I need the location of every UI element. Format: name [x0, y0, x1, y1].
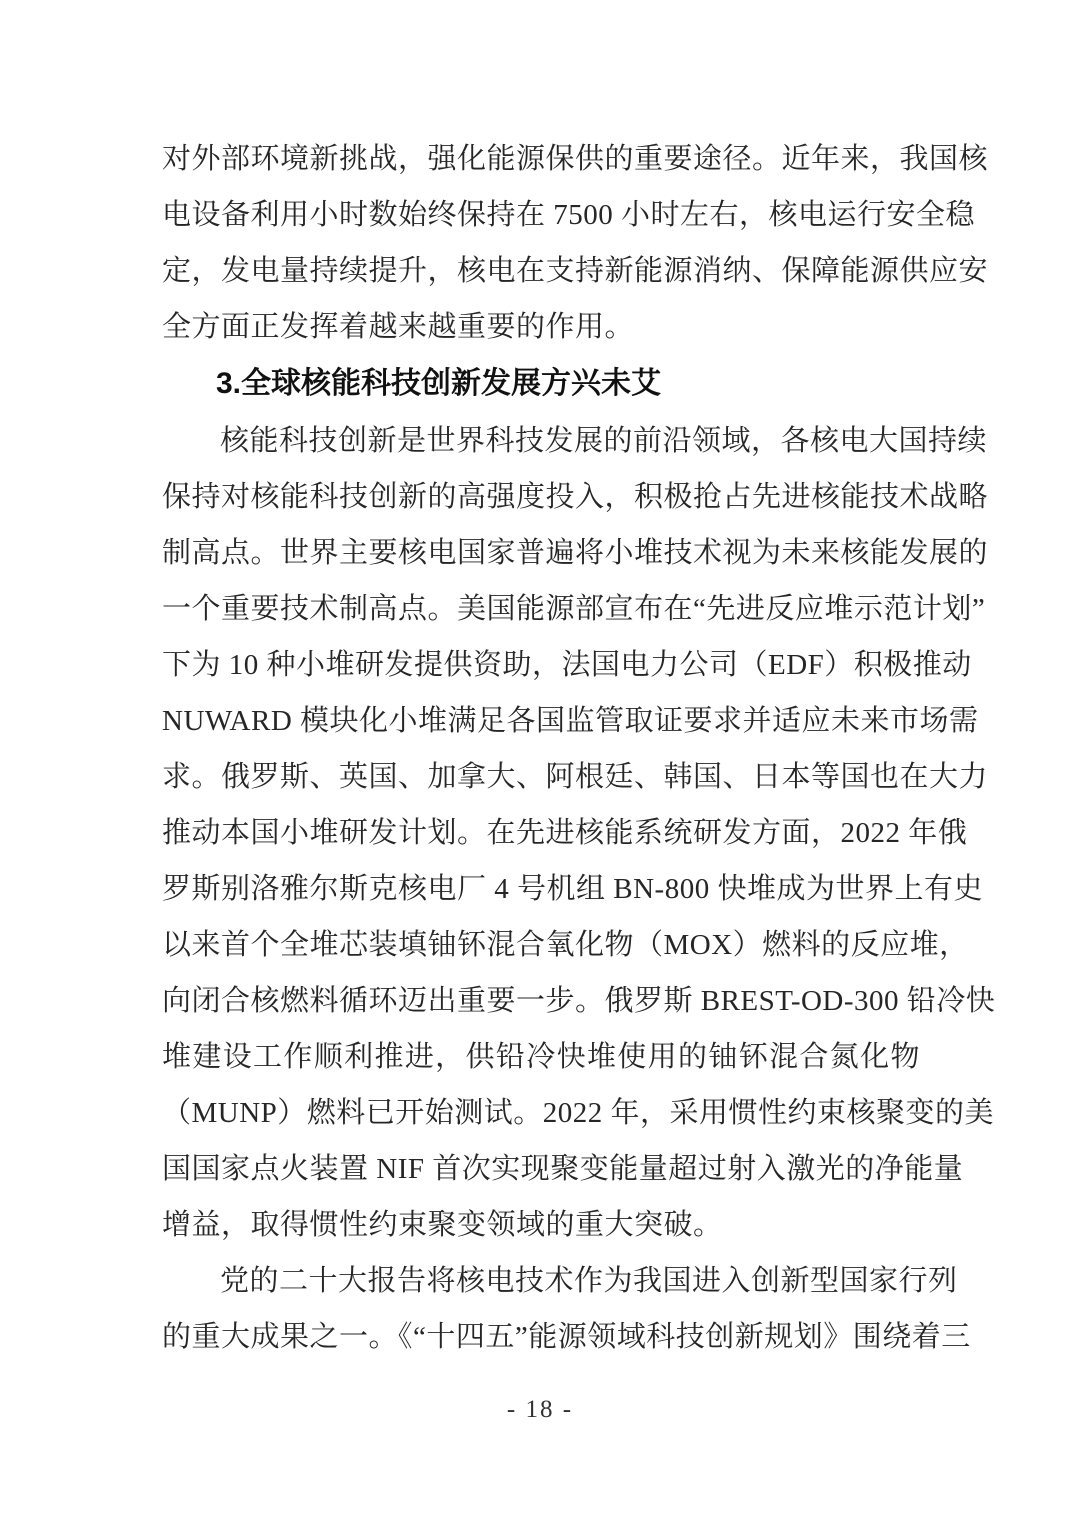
text-line: 核能科技创新是世界科技发展的前沿领域，各核电大国持续 [220, 425, 988, 457]
text-line: 保持对核能科技创新的高强度投入，积极抢占先进核能技术战略 [162, 481, 989, 513]
text-line: 全方面正发挥着越来越重要的作用。 [162, 311, 635, 343]
text-line: 党的二十大报告将核电技术作为我国进入创新型国家行列 [220, 1265, 958, 1297]
body-text [162, 131, 996, 1365]
text-line: 的重大成果之一。《“十四五”能源领域科技创新规划》围绕着三 [162, 1321, 971, 1353]
page-number: - 18 - [506, 1396, 574, 1423]
text-line: 求。俄罗斯、英国、加拿大、阿根廷、韩国、日本等国也在大力 [162, 761, 989, 793]
text-line: 电设备利用小时数始终保持在 7500 小时左右，核电运行安全稳 [162, 199, 976, 231]
paragraph [162, 131, 989, 355]
paragraph [162, 413, 996, 1253]
text-line: 以来首个全堆芯装填铀钚混合氧化物（MOX）燃料的反应堆， [162, 929, 969, 961]
text-line: 向闭合核燃料循环迈出重要一步。俄罗斯 BREST-OD-300 铅冷快 [162, 985, 996, 1017]
text-line: 国国家点火装置 NIF 首次实现聚变能量超过射入激光的净能量 [162, 1153, 964, 1185]
text-line: 堆建设工作顺利推进，供铅冷快堆使用的铀钚混合氮化物 [162, 1041, 920, 1073]
text-line: 一个重要技术制高点。美国能源部宣布在“先进反应堆示范计划” [162, 593, 986, 625]
text-line: 下为 10 种小堆研发提供资助，法国电力公司（EDF）积极推动 [162, 649, 972, 681]
text-line: 对外部环境新挑战，强化能源保供的重要途径。近年来，我国核 [162, 143, 989, 175]
text-line: 制高点。世界主要核电国家普遍将小堆技术视为未来核能发展的 [162, 537, 989, 569]
text-line: 罗斯别洛雅尔斯克核电厂 4 号机组 BN-800 快堆成为世界上有史 [162, 873, 983, 905]
text-line: NUWARD 模块化小堆满足各国监管取证要求并适应未来市场需 [162, 705, 979, 737]
paragraph [162, 1253, 971, 1365]
section-heading: 3.全球核能科技创新发展方兴未艾 [216, 367, 662, 400]
text-line: 增益，取得惯性约束聚变领域的重大突破。 [162, 1209, 723, 1241]
text-line: （MUNP）燃料已开始测试。2022 年，采用惯性约束核聚变的美 [162, 1097, 995, 1129]
text-line: 推动本国小堆研发计划。在先进核能系统研发方面，2022 年俄 [162, 817, 968, 849]
text-line: 定，发电量持续提升，核电在支持新能源消纳、保障能源供应安 [162, 255, 989, 287]
